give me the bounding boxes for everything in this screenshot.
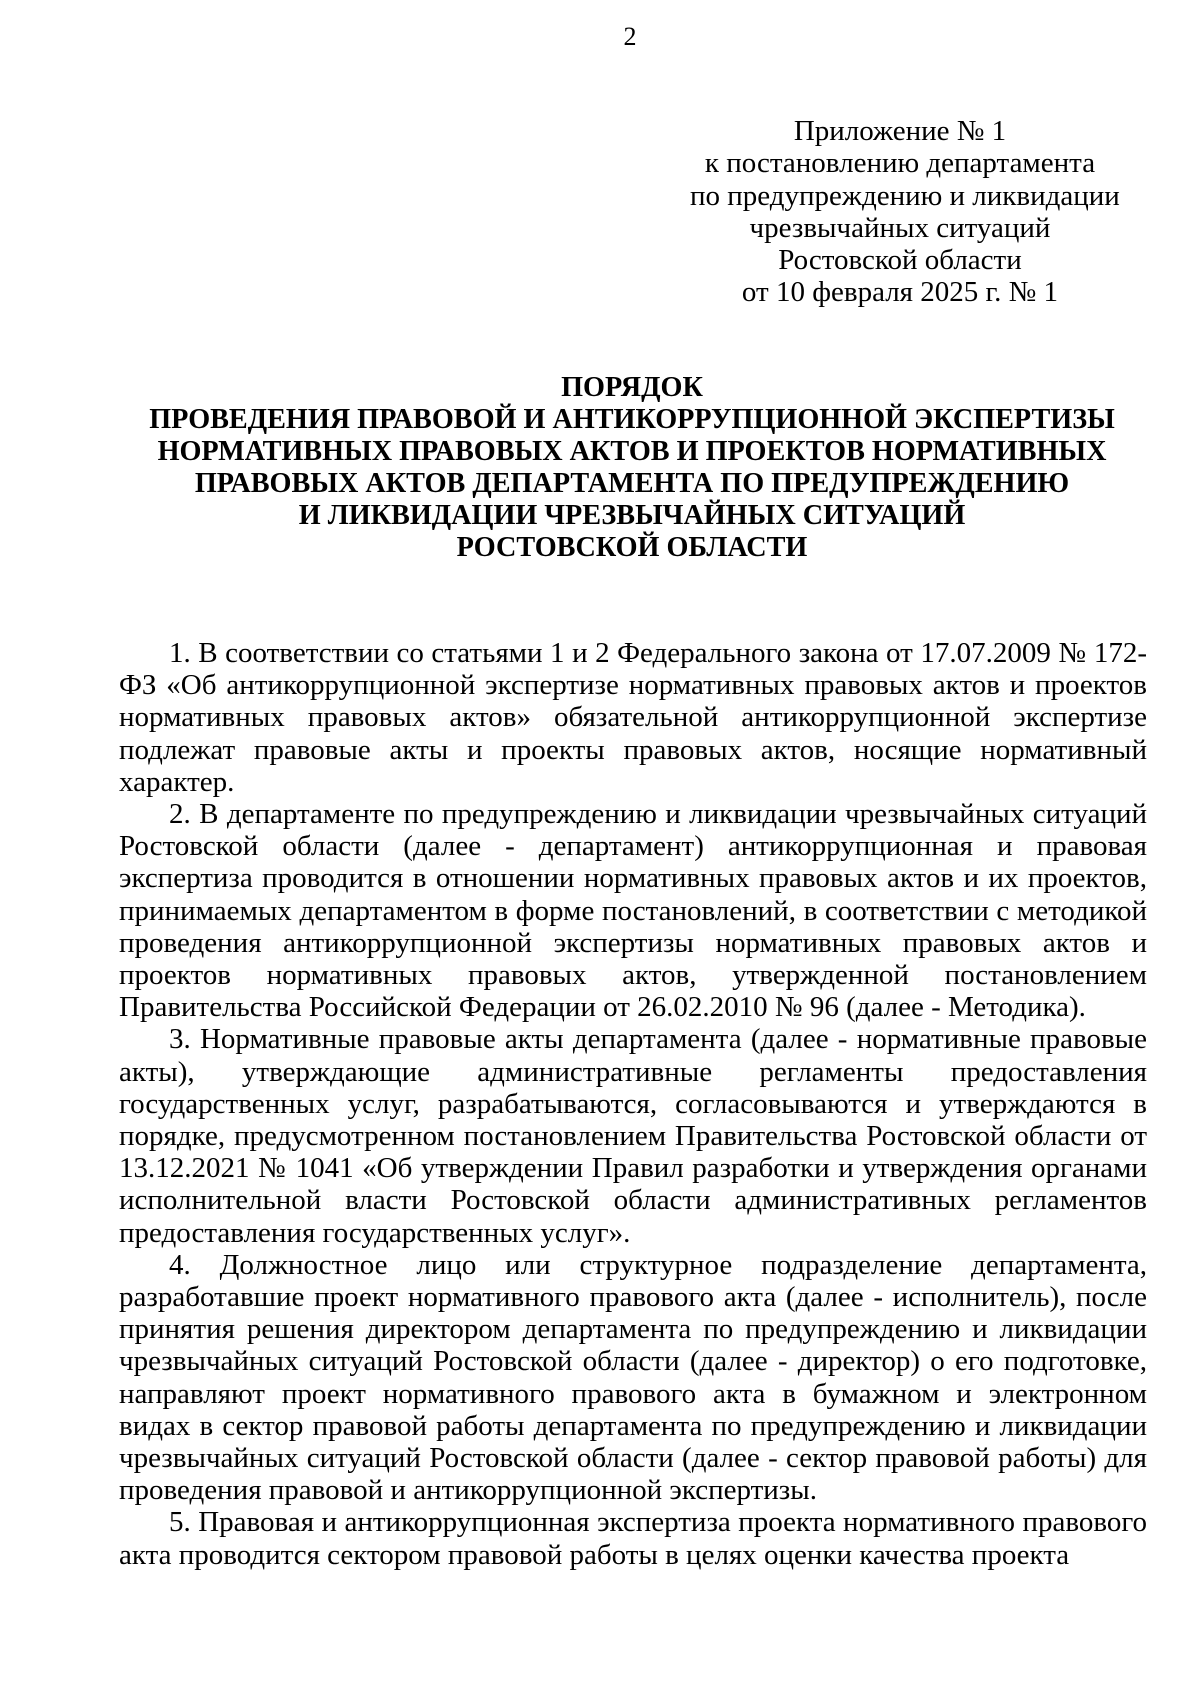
paragraph-5: 5. Правовая и антикоррупционная экспертиза проекта нормативного правового акта проводится сектором правовой работы в целях оценки качества проекта <box>119 1506 1147 1571</box>
appendix-line: чрезвычайных ситуаций <box>749 211 1051 244</box>
page-number: 2 <box>623 22 637 51</box>
document-body <box>119 637 1147 1571</box>
appendix-line: Ростовской области <box>778 244 1022 277</box>
appendix-line: от 10 февраля 2025 г. № 1 <box>741 276 1059 309</box>
document-title <box>118 372 1146 564</box>
paragraph-2: 2. В департаменте по предупреждению и ликвидации чрезвычайных ситуаций Ростовской области (далее - департамент) антикоррупционная и правовая экспертиза проводится в отношении нормативных правовых актов и их проектов, принимаемых департаментом в форме постановлений, в соответствии с методикой проведения антикоррупционной экспертизы нормативных правовых актов и проектов нормативных правовых актов, утвержденной постановлением Правительства Российской Федерации от 26.02.2010 № 96 (далее - Методика). <box>119 798 1147 1024</box>
paragraph-1: 1. В соответствии со статьями 1 и 2 Федерального закона от 17.07.2009 № 172-ФЗ «Об антикоррупционной экспертизе нормативных правовых актов и проектов нормативных правовых актов» обязательной антикоррупционной экспертизе подлежат правовые акты и проекты правовых актов, носящие нормативный характер. <box>119 637 1147 798</box>
paragraph-3: 3. Нормативные правовые акты департамента (далее - нормативные правовые акты), утверждающие административные регламенты предоставления государственных услуг, разрабатываются, согласовываются и утверждаются в порядке, предусмотренном постановлением Правительства Ростовской области от 13.12.2021 № 1041 «Об утверждении Правил разработки и утверждения органами исполнительной власти Ростовской области административных регламентов предоставления государственных услуг». <box>119 1023 1147 1249</box>
title-line: ПОРЯДОК <box>561 372 703 403</box>
title-line: И ЛИКВИДАЦИИ ЧРЕЗВЫЧАЙНЫХ СИТУАЦИЙ <box>298 500 966 531</box>
paragraph-4: 4. Должностное лицо или структурное подразделение департамента, разработавшие проект нормативного правового акта (далее - исполнитель), после принятия решения директором департамента по предупреждению и ликвидации чрезвычайных ситуаций Ростовской области (далее - директор) о его подготовке, направляют проект нормативного правового акта в бумажном и электронном видах в сектор правовой работы департамента по предупреждению и ликвидации чрезвычайных ситуаций Ростовской области (далее - сектор правовой работы) для проведения правовой и антикоррупционной экспертизы. <box>119 1248 1147 1507</box>
title-line: РОСТОВСКОЙ ОБЛАСТИ <box>456 532 808 563</box>
appendix-line: Приложение № 1 <box>793 115 1007 147</box>
appendix-line: по предупреждению и ликвидации <box>690 179 1120 212</box>
appendix-line: к постановлению департамента <box>704 147 1096 180</box>
title-line: НОРМАТИВНЫХ ПРАВОВЫХ АКТОВ И ПРОЕКТОВ НОРМАТИВНЫХ <box>157 436 1107 467</box>
title-line: ПРОВЕДЕНИЯ ПРАВОВОЙ И АНТИКОРРУПЦИОННОЙ ЭКСПЕРТИЗЫ <box>149 404 1115 435</box>
appendix-block <box>690 115 1120 309</box>
title-line: ПРАВОВЫХ АКТОВ ДЕПАРТАМЕНТА ПО ПРЕДУПРЕЖДЕНИЮ <box>194 468 1070 499</box>
